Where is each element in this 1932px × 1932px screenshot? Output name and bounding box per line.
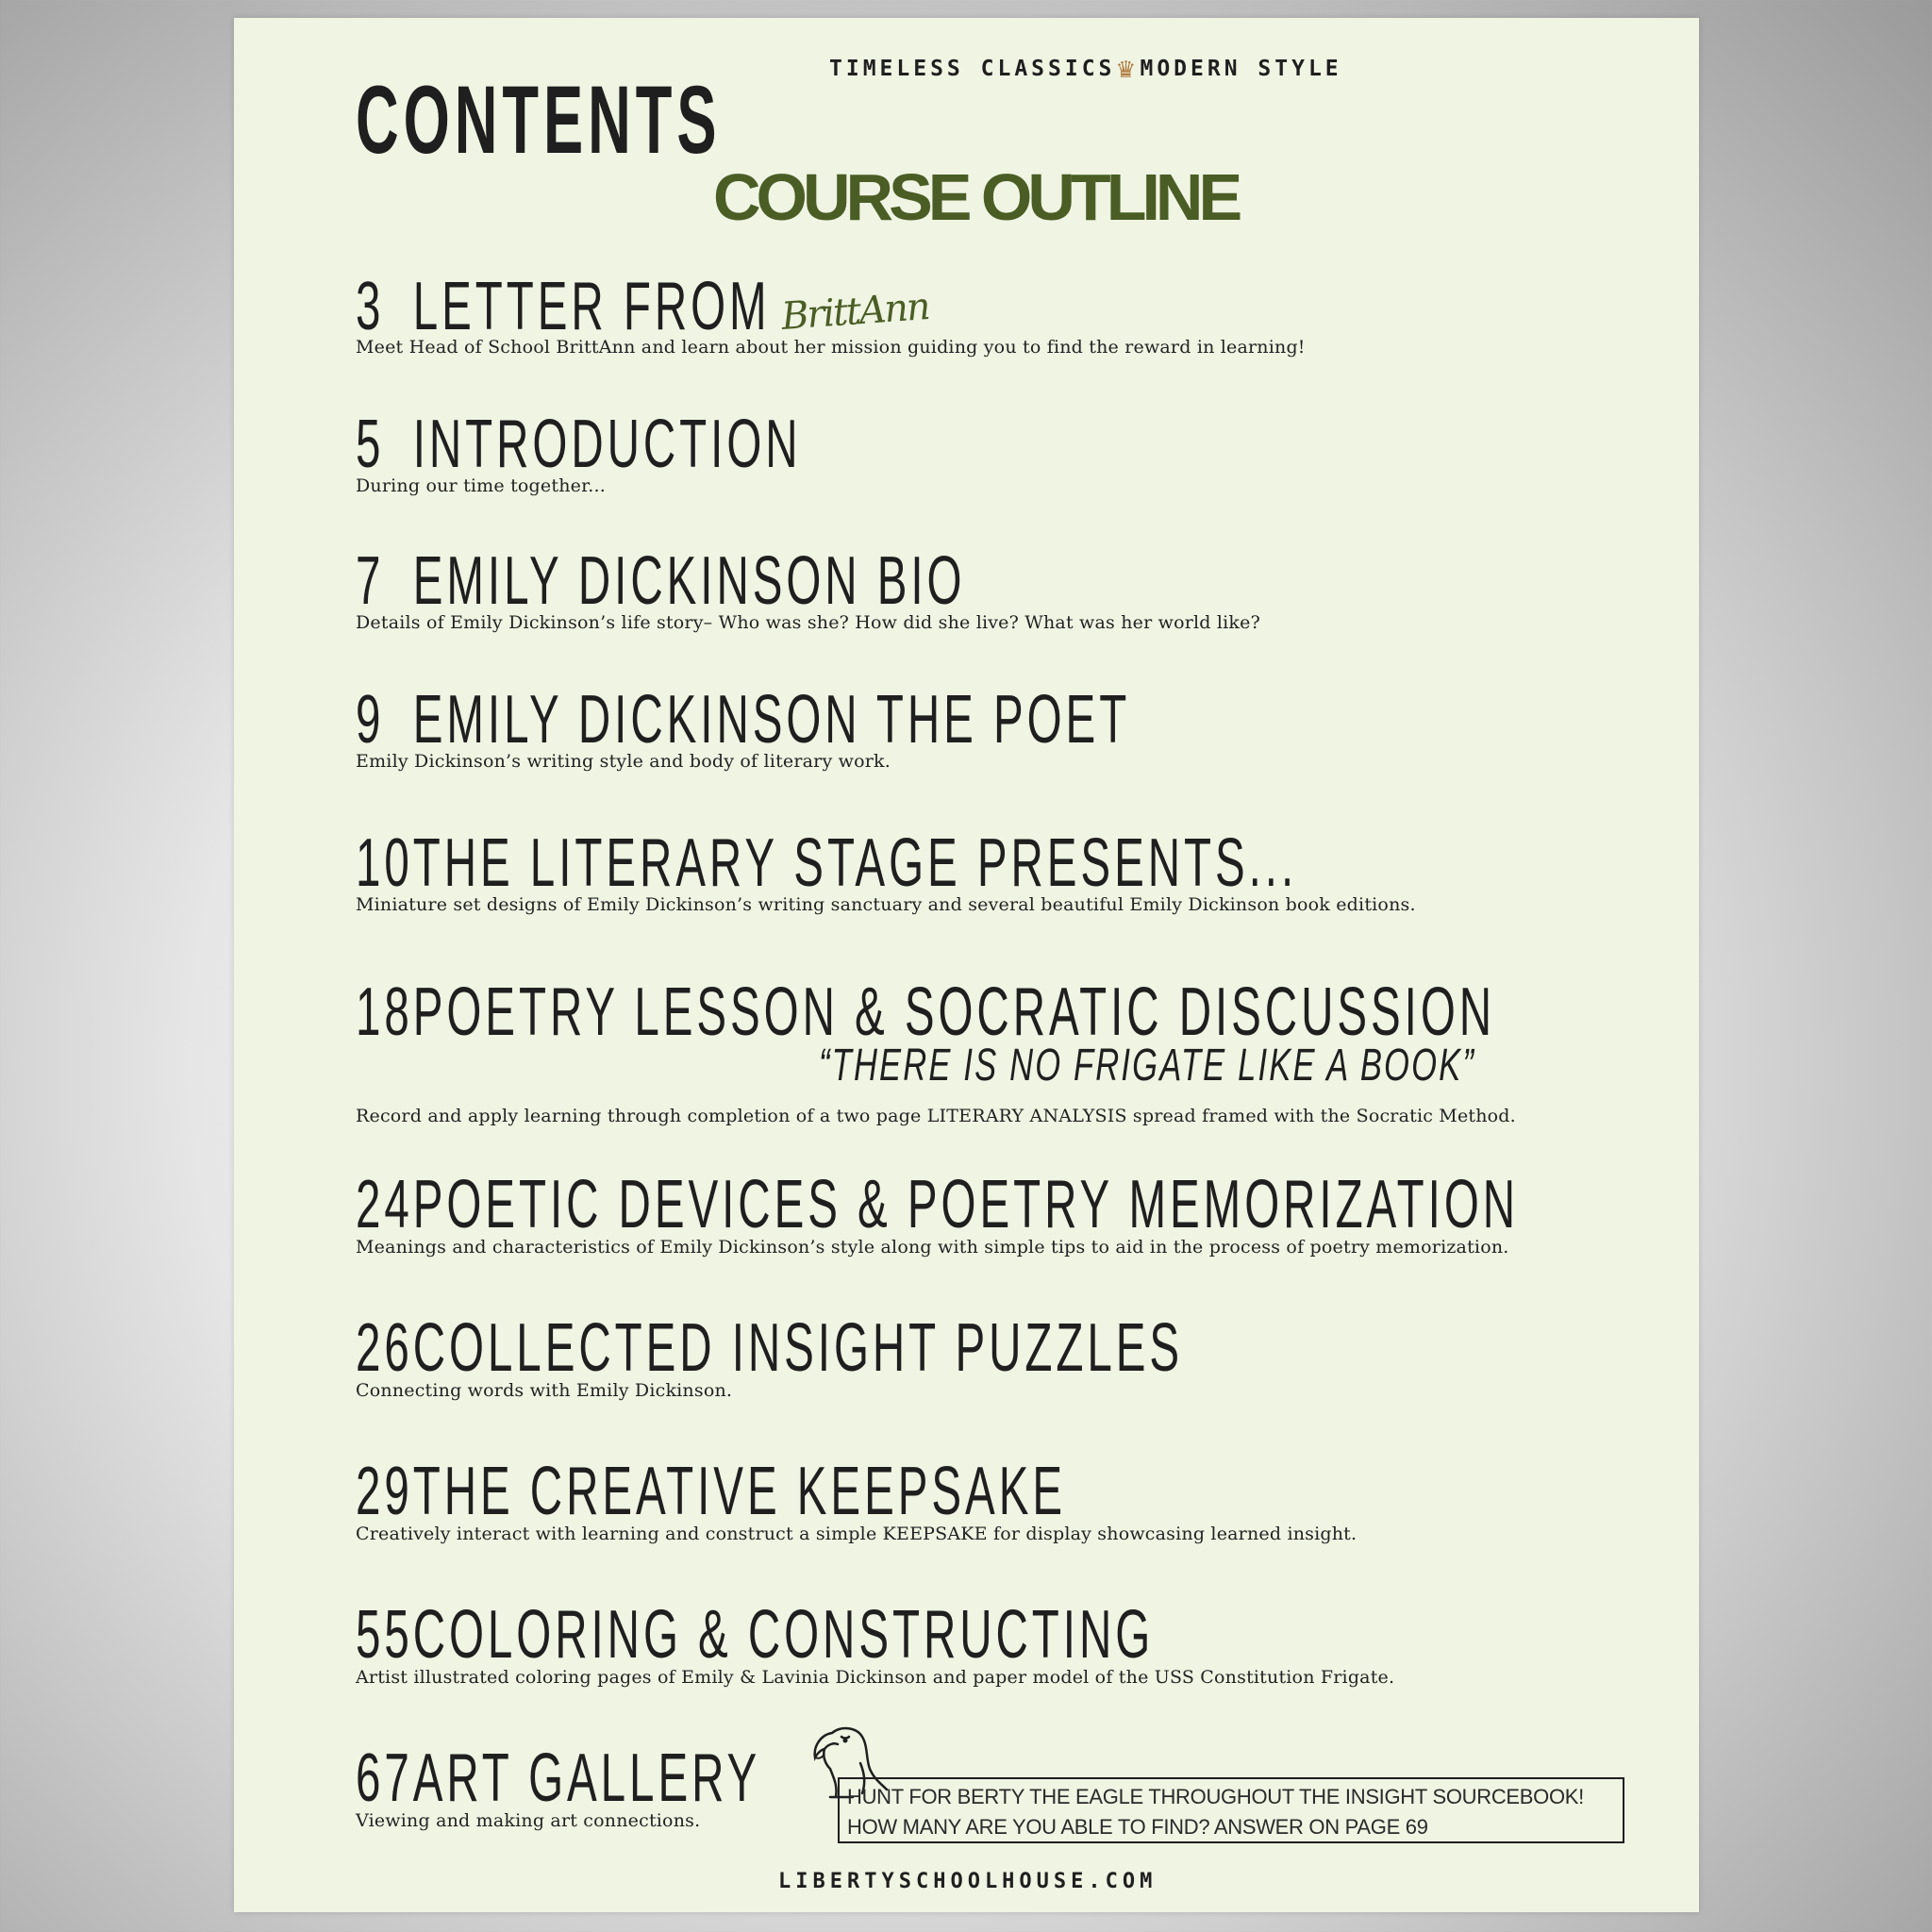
entry-heading <box>356 974 1496 1050</box>
entry-title: EMILY DICKINSON THE POET <box>412 682 1131 758</box>
toc-entry <box>356 1310 1609 1386</box>
crown-icon: ♛ <box>1117 52 1139 85</box>
toc-entry <box>356 1454 1432 1529</box>
entry-page-number: 29 <box>356 1454 413 1529</box>
tagline <box>829 52 1342 85</box>
subtitle: COURSE OUTLINE <box>713 160 1239 234</box>
toc-entry <box>356 1167 1932 1242</box>
entry-description: Artist illustrated coloring pages of Emily & Lavinia Dickinson and paper model of the USS Constitution Frigate. <box>356 1667 1395 1688</box>
entry-title: EMILY DICKINSON BIO <box>412 543 966 619</box>
callout-line-1: HUNT FOR BERTY THE EAGLE THROUGHOUT THE INSIGHT SOURCEBOOK! <box>847 1785 1584 1808</box>
entry-title: COLORING & CONSTRUCTING <box>412 1597 1155 1673</box>
toc-entry <box>356 1597 1565 1673</box>
entry-heading <box>356 1740 761 1816</box>
entry-page-number: 67 <box>356 1740 413 1816</box>
entry-description: During our time together... <box>356 475 606 496</box>
entry-title: THE LITERARY STAGE PRESENTS... <box>412 825 1298 901</box>
entry-title: POETRY LESSON & SOCRATIC DISCUSSION <box>412 974 1496 1050</box>
tagline-left: TIMELESS CLASSICS <box>829 57 1116 81</box>
toc-entry <box>356 682 1529 758</box>
entry-heading <box>356 1454 1067 1529</box>
entry-page-number: 9 <box>356 682 385 758</box>
entry-description: Viewing and making art connections. <box>356 1810 701 1831</box>
entry-description: Creatively interact with learning and construct a simple KEEPSAKE for display showcasing learned insight. <box>356 1524 1357 1544</box>
entry-heading <box>356 407 802 482</box>
entry-page-number: 18 <box>356 974 413 1050</box>
toc-entry <box>356 974 1932 1050</box>
toc-entry <box>356 825 1782 901</box>
tagline-right: MODERN STYLE <box>1140 57 1342 81</box>
entry-title: THE CREATIVE KEEPSAKE <box>412 1454 1067 1529</box>
footer-url: LIBERTYSCHOOLHOUSE.COM <box>778 1870 1158 1893</box>
entry-heading <box>356 1597 1155 1673</box>
entry-heading <box>356 682 1131 758</box>
entry-description: Miniature set designs of Emily Dickinson’s writing sanctuary and several beautiful Emily Dickinson book editions. <box>356 894 1416 915</box>
entry-title: INTRODUCTION <box>412 407 802 482</box>
entry-title: LETTER FROM <box>412 269 771 344</box>
eagle-hunt-callout <box>838 1777 1624 1843</box>
entry-description: Record and apply learning through completion of a two page LITERARY ANALYSIS spread framed with the Socratic Method. <box>356 1106 1516 1126</box>
entry-title: COLLECTED INSIGHT PUZZLES <box>412 1310 1184 1386</box>
entry-title: POETIC DEVICES & POETRY MEMORIZATION <box>412 1167 1520 1242</box>
poem-quote: “THERE IS NO FRIGATE LIKE A BOOK” <box>819 1041 1476 1091</box>
entry-page-number: 55 <box>356 1597 413 1673</box>
entry-page-number: 10 <box>356 825 413 901</box>
entry-heading <box>356 1310 1184 1386</box>
callout-line-2: HOW MANY ARE YOU ABLE TO FIND? ANSWER ON PAGE 69 <box>847 1815 1428 1839</box>
entry-heading <box>356 1167 1520 1242</box>
entry-description: Connecting words with Emily Dickinson. <box>356 1380 733 1401</box>
entry-heading <box>356 825 1298 901</box>
entry-title: ART GALLERY <box>412 1740 761 1816</box>
entry-page-number: 7 <box>356 543 385 619</box>
entry-page-number: 24 <box>356 1167 413 1242</box>
entry-description: Emily Dickinson’s writing style and body of literary work. <box>356 751 891 772</box>
entry-description: Meet Head of School BrittAnn and learn about her mission guiding you to find the reward in learning! <box>356 337 1306 358</box>
entry-page-number: 26 <box>356 1310 413 1386</box>
signature: BrittAnn <box>779 285 930 339</box>
page-title: CONTENTS <box>356 66 722 174</box>
entry-heading <box>356 543 966 619</box>
toc-entry <box>356 407 1031 482</box>
contents-page <box>234 18 1699 1912</box>
entry-page-number: 5 <box>356 407 385 482</box>
toc-entry <box>356 543 1280 619</box>
entry-description: Details of Emily Dickinson’s life story– Who was she? How did she live? What was her world like? <box>356 612 1260 633</box>
entry-description: Meanings and characteristics of Emily Dickinson’s style along with simple tips to aid in the process of poetry memorization. <box>356 1237 1509 1257</box>
entry-page-number: 3 <box>356 269 385 344</box>
